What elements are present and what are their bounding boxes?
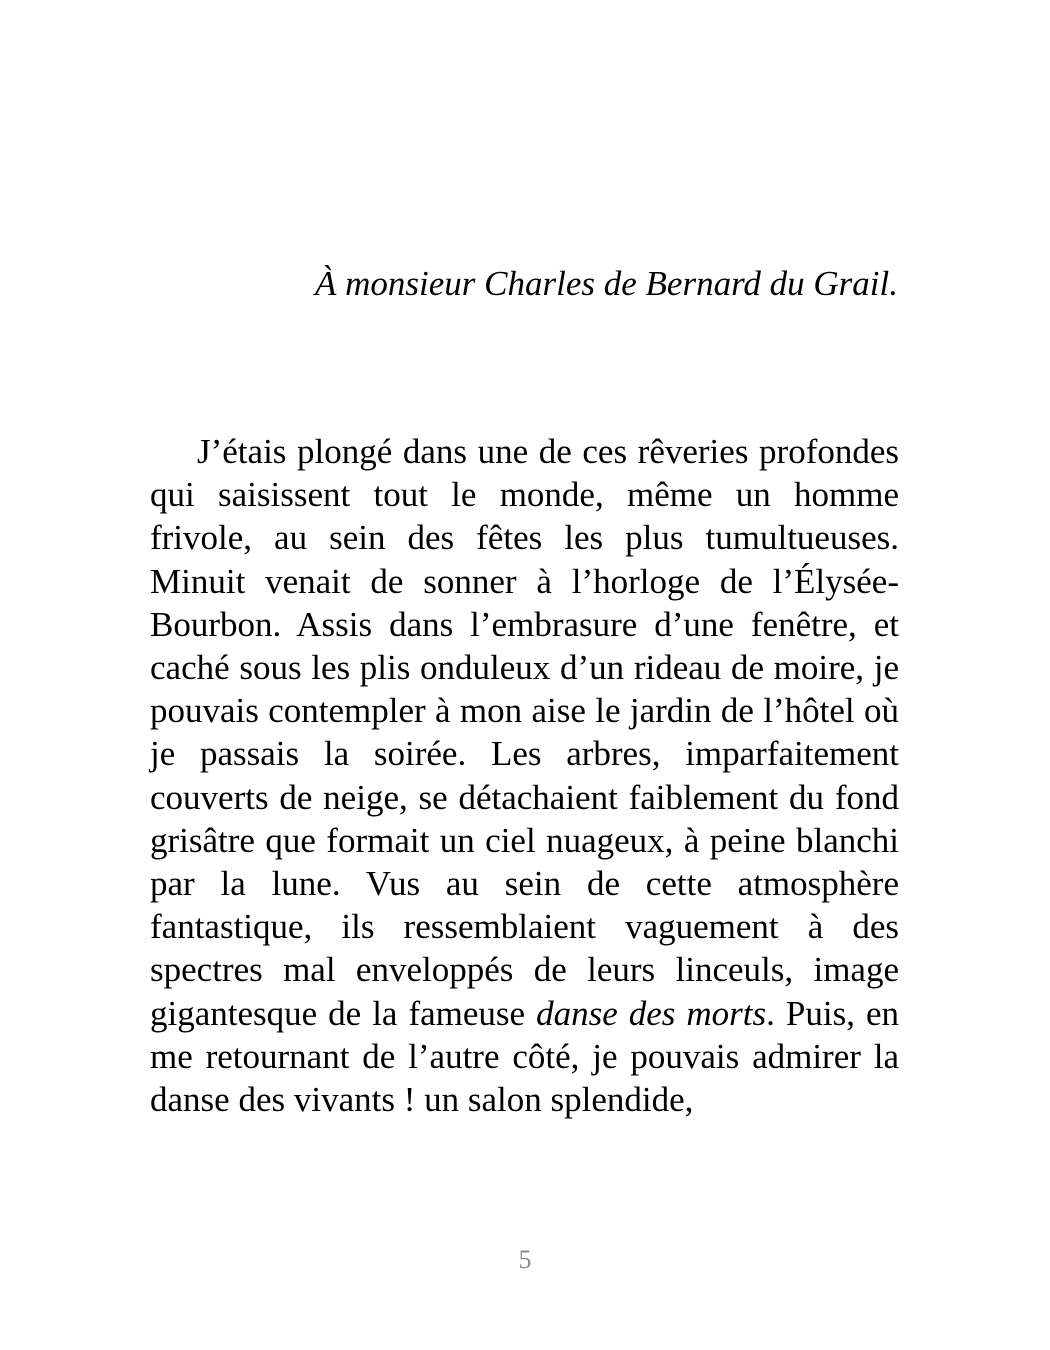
body-paragraph <box>150 430 899 1121</box>
dedication: À monsieur Charles de Bernard du Grail. <box>315 264 898 303</box>
paragraph-text-start: J’étais plongé dans une de ces rêveries profondes qui saisissent tout le monde, même un homme frivole, au sein des fêtes les plus tumultueuses. Minuit venait de sonner à l’horloge de l’Élysée-Bourbon. Assis dans l’embrasure d’une fenêtre, et caché sous les plis onduleux d’un rideau de moire, je pouvais contempler à mon aise le jardin de l’hôtel où je passais la soirée. Les arbres, imparfaitement couverts de neige, se détachaient faiblement du fond grisâtre que formait un ciel nuageux, à peine blanchi par la lune. Vus au sein de cette atmosphère fantastique, ils ressemblaient vaguement à des spectres mal enveloppés de leurs linceuls, image gigantesque de la fameuse <box>150 432 899 1033</box>
paragraph-text-end: . Puis, en me retournant de l’autre côté, je pouvais admirer la danse des vivants ! un salon splendide, <box>150 993 899 1120</box>
paragraph-italic-phrase: danse des morts <box>536 993 767 1033</box>
page-number: 5 <box>518 1245 532 1274</box>
